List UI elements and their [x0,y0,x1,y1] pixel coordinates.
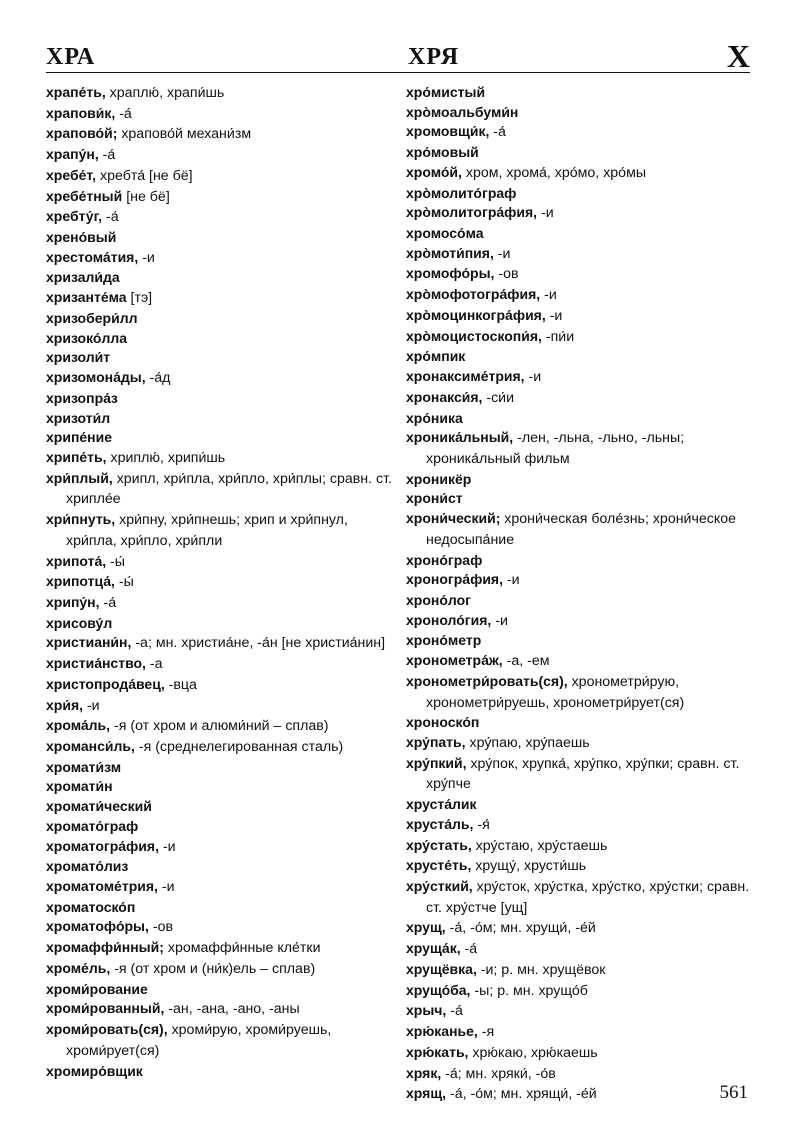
header-first-word: ХРА [46,44,96,70]
entry-forms: -я (от хром и (ни́к)ель – сплав) [110,960,316,977]
entry-headword: хроно́лог [406,591,471,608]
entry-forms: -а́ [446,1003,463,1020]
entry-headword: хризоти́л [46,409,111,426]
entry-forms: -и [138,249,155,266]
entry-forms: -и [502,572,520,589]
dictionary-entry [46,1062,394,1082]
entry-forms: -ы́ [114,574,134,591]
dictionary-entry [406,1064,752,1085]
dictionary-entry [46,716,394,737]
entry-headword: хроманси́ль, [46,738,135,754]
dictionary-entry [406,1022,752,1043]
dictionary-entry [46,1020,394,1061]
entry-forms: -и [493,245,511,262]
entry-headword: хроми́ровать(ся), [46,1021,168,1038]
dictionary-entry [46,696,394,717]
dictionary-entry [46,348,394,368]
dictionary-entry [406,981,752,1002]
dictionary-entry [46,389,394,409]
dictionary-entry [46,817,394,837]
entry-forms: -я́ [473,816,490,833]
entry-headword: хребе́т, [46,166,97,183]
entry-headword: хри́пнуть, [46,511,116,528]
dictionary-entry [406,428,752,469]
entry-headword: хромосо́ма [406,225,484,242]
entry-headword: хри́плый, [46,469,113,486]
entry-headword: хрыч, [406,1002,447,1019]
entry-headword: хроника́льный, [406,429,514,446]
entry-headword: хро̀моцистоскопи́я, [406,327,542,344]
left-column [46,83,394,1081]
dictionary-entry [46,268,394,288]
entry-headword: храпови́к, [46,104,116,121]
entry-forms: -ов [148,919,174,936]
entry-headword: хру́пать, [406,734,466,750]
entry-headword: хроматоско́п [46,898,136,915]
entry-forms: -а́ [115,105,132,122]
header-last-word: ХРЯ [408,44,460,70]
entry-headword: хронаксиме́трия, [406,368,525,385]
entry-headword: хронакси́я, [406,388,483,405]
entry-headword: христиа́нство, [46,655,146,672]
entry-headword: хрони́ческий; [406,510,501,527]
running-header [46,40,750,72]
dictionary-entry [406,306,752,327]
dictionary-entry [46,877,394,898]
entry-headword: хро̀молитогра́фия, [406,204,538,221]
entry-forms: хрони́ческая боле́знь; хрони́ческое недосыпа́ние [426,511,736,548]
entry-headword: хроноло́гия, [406,611,492,628]
dictionary-entry [46,83,394,104]
entry-headword: хрони́ст [406,490,463,507]
entry-forms: -а; мн. христиа́не, -а́н [не христиа́нин] [131,635,386,652]
dictionary-entry [406,631,752,651]
entry-headword: хрю́канье, [406,1023,478,1040]
entry-forms: -и [83,697,100,714]
dictionary-entry [406,713,752,733]
entry-headword: хро̀моцинкогра́фия, [406,306,546,323]
dictionary-entry [46,737,394,758]
dictionary-entry [46,593,394,614]
dictionary-entry [46,309,394,329]
entry-forms: -а́д [145,370,171,387]
dictionary-entry [46,777,394,797]
dictionary-entry [406,611,752,632]
dictionary-entry [46,837,394,858]
dictionary-entry [406,754,752,795]
entry-headword: хрущ, [406,919,446,936]
entry-headword: хромо́й, [406,163,462,180]
entry-headword: хребту́г, [46,208,103,225]
dictionary-entry [406,960,752,981]
entry-headword: хро́мовый [406,144,479,161]
dictionary-entry [46,510,394,551]
dictionary-entry [46,857,394,877]
dictionary-entry [406,244,752,265]
dictionary-entry [46,572,394,593]
dictionary-entry [406,470,752,490]
entry-headword: хребе́тный [46,187,123,204]
entry-headword: хроме́ль, [46,959,111,976]
dictionary-entry [406,815,752,836]
dictionary-entry [406,651,752,672]
dictionary-entry [406,327,752,348]
entry-forms: хроми́рую, хроми́руешь, хроми́рует(ся) [66,1022,332,1059]
dictionary-entry [46,758,394,778]
entry-headword: хру́сткий, [406,878,473,895]
entry-headword: хро̀молито́граф [406,184,517,201]
entry-headword: храпово́й; [46,125,118,142]
dictionary-entry [406,489,752,509]
dictionary-entry [406,103,752,123]
entry-headword: хроматогра́фия, [46,837,159,854]
dictionary-entry [406,264,752,285]
dictionary-entry [406,203,752,224]
entry-forms: -и [537,205,554,222]
entry-headword: хрущёвка, [406,960,477,977]
entry-forms: хру́паю, хру́паешь [465,735,590,751]
dictionary-entry [46,999,394,1020]
entry-headword: хроми́рование [46,980,148,997]
dictionary-entry [46,288,394,309]
entry-headword: хризопра́з [46,389,118,406]
entry-headword: хрипота́, [46,552,107,569]
dictionary-entry [46,614,394,634]
entry-forms: -а́; мн. хряки́, -о́в [441,1065,556,1082]
dictionary-entry [406,551,752,571]
entry-headword: хрестома́тия, [46,248,139,265]
entry-headword: хризобери́лл [46,309,138,326]
dictionary-entry [46,552,394,573]
dictionary-entry [46,104,394,125]
entry-headword: хроно́граф [406,551,483,568]
dictionary-entry [406,1043,752,1064]
entry-headword: храпе́ть, [46,84,106,100]
dictionary-entry [46,469,394,510]
dictionary-entry [46,428,394,448]
dictionary-entry [406,939,752,960]
entry-headword: хроноско́п [406,714,480,731]
dictionary-entry [46,166,394,187]
entry-forms: -и [157,879,175,896]
entry-forms: -ов [494,266,519,283]
dictionary-entry [46,898,394,918]
entry-headword: хромато́лиз [46,858,129,875]
entry-forms: хребта́ [не бё] [96,167,193,184]
dictionary-entry [46,633,394,654]
entry-headword: хро́ника [406,409,463,426]
entry-forms: храплю́, храпи́шь [105,85,225,101]
entry-headword: хромиро́вщик [46,1062,143,1079]
dictionary-entry [46,980,394,1000]
entry-forms: хру́сток, хру́стка, хру́стко, хру́стки; сравн. ст. хру́стче [ущ] [426,879,750,916]
entry-headword: хризоли́т [46,349,111,366]
dictionary-entry [46,145,394,166]
dictionary-entry [46,368,394,389]
dictionary-entry [406,409,752,429]
dictionary-entry [46,675,394,696]
entry-headword: хроникёр [406,470,472,487]
dictionary-entry [406,122,752,143]
dictionary-entry [406,795,752,815]
dictionary-entry [46,938,394,959]
dictionary-entry [406,1084,752,1105]
entry-headword: хрипу́н, [46,593,100,610]
entry-headword: хромофо́ры, [406,265,495,282]
entry-forms: хрущу́, хрусти́шь [471,858,587,875]
dictionary-entry [46,207,394,228]
entry-headword: хро́мпик [406,348,466,365]
entry-headword: хроми́рованный, [46,1000,165,1017]
dictionary-entry [46,448,394,469]
entry-forms: -и [540,287,557,304]
entry-forms: -а, -ем [502,653,550,670]
entry-headword: хряк, [406,1064,442,1081]
entry-forms: [не бё] [122,188,170,205]
entry-forms: -ан, -ана, -ано, -аны [164,1001,300,1018]
dictionary-entry [46,187,394,208]
entry-forms: -ы; р. мн. хрущо́б [470,982,588,999]
entry-forms: -а́ [102,209,119,226]
entry-headword: хризомона́ды, [46,369,146,386]
dictionary-entry [46,409,394,429]
entry-forms: -я (от хром и алюми́ний – сплав) [110,718,329,735]
right-column [406,83,752,1105]
entry-headword: хронометра́ж, [406,652,503,669]
entry-forms: хриплю́, хрипи́шь [106,449,226,466]
dictionary-entry [406,163,752,184]
entry-headword: хромати́н [46,778,113,795]
entry-headword: хроногра́фия, [406,571,503,588]
entry-headword: хрома́ль, [46,717,111,734]
dictionary-entry [406,856,752,877]
dictionary-entry [46,959,394,980]
dictionary-entry [406,347,752,367]
entry-headword: хрущо́ба, [406,981,471,998]
entry-headword: хризоко́лла [46,329,128,346]
entry-forms: хру́пок, хрупка́, хру́пко, хру́пки; сравн. ст. хру́пче [426,755,740,793]
entry-headword: хрисову́л [46,614,113,631]
entry-headword: хризали́да [46,269,120,286]
entry-headword: хронометри́ровать(ся), [406,672,568,689]
entry-headword: хруща́к, [406,940,461,957]
entry-headword: хромаффи́нный; [46,939,164,956]
entry-forms: -а́ [460,941,478,958]
dictionary-entry [46,124,394,145]
entry-forms: -а́ [98,147,116,164]
dictionary-entry [406,83,752,103]
entry-headword: хрено́вый [46,229,117,246]
entry-forms: -си́и [482,389,515,406]
entry-forms: -пи́и [541,328,575,345]
dictionary-entry [406,877,752,918]
entry-forms: хрю́каю, хрю́каешь [468,1044,598,1061]
entry-headword: хроматоме́трия, [46,878,158,895]
dictionary-entry [406,224,752,244]
entry-forms: -ы́ [106,553,126,570]
entry-headword: хру́пкий, [406,754,467,771]
dictionary-entry [406,1001,752,1022]
entry-headword: хри́я, [46,696,84,713]
entry-headword: хризанте́ма [46,289,127,306]
header-rule [46,72,750,73]
dictionary-entry [406,733,752,754]
dictionary-entry [46,228,394,248]
entry-forms: -а́, -о́м; мн. хрящи́, -е́й [446,1086,597,1103]
entry-headword: хруста́ль, [406,815,474,832]
dictionary-entry [406,367,752,388]
dictionary-entry [46,797,394,817]
entry-headword: хро̀моти́пия, [406,244,494,261]
entry-headword: хро̀мофотогра́фия, [406,286,541,303]
dictionary-entry [406,285,752,306]
entry-forms: -и [158,838,176,855]
page-number: 561 [719,1082,748,1103]
dictionary-entry [406,918,752,939]
entry-headword: хроматофо́ры, [46,918,149,935]
entry-headword: христиани́н, [46,634,132,651]
dictionary-entry [406,184,752,204]
entry-headword: христопрода́вец, [46,675,165,692]
entry-forms: -и; р. мн. хрущёвок [476,961,606,978]
entry-forms: -а́ [489,124,506,141]
dictionary-entry [406,672,752,713]
entry-forms: -лен, -льна, -льно, -льны; хроника́льный фильм [426,430,685,467]
entry-headword: хромовщи́к, [406,123,490,140]
entry-forms: хру́стаю, хру́стаешь [471,837,608,854]
entry-forms: -а [145,656,163,673]
dictionary-entry [406,836,752,857]
dictionary-entry [46,917,394,938]
entry-headword: хру́стать, [406,836,472,853]
entry-headword: хромато́граф [46,817,139,834]
entry-headword: хромати́ческий [46,798,152,815]
entry-headword: хрю́кать, [406,1043,469,1060]
entry-headword: хрящ, [406,1085,447,1102]
entry-headword: хрипе́ние [46,429,113,446]
entry-headword: хруста́лик [406,796,477,813]
dictionary-entry [406,143,752,163]
entry-headword: хрусте́ть, [406,857,472,874]
entry-forms: -и [524,369,542,386]
entry-headword: хро́мистый [406,84,486,100]
entry-forms: хромаффи́нные кле́тки [163,940,321,957]
entry-forms: хронометри́рую, хронометри́руешь, хронометри́рует(ся) [426,673,685,711]
entry-headword: храпу́н, [46,146,99,163]
entry-headword: хромати́зм [46,758,122,775]
entry-forms: [тэ] [126,290,153,307]
entry-forms: хром, хрома́, хро́мо, хро́мы [461,164,647,181]
entry-forms: -и [491,612,508,629]
entry-forms: -я (среднелегированная сталь) [134,739,344,755]
entry-forms: -я [477,1024,495,1041]
entry-headword: хроно́метр [406,632,482,649]
dictionary-entry [46,654,394,675]
entry-forms: хрипл, хри́пла, хри́пло, хри́плы; сравн. ст. хрипле́е [66,470,392,508]
entry-forms: -вца [164,676,197,693]
entry-forms: -а́ [99,594,117,611]
entry-headword: хрипотца́, [46,573,115,590]
entry-forms: храпово́й механи́зм [117,126,252,143]
entry-headword: хрипе́ть, [46,448,107,465]
dictionary-entry [406,388,752,409]
dictionary-entry [46,248,394,269]
entry-forms: -а́, -о́м; мн. хрущи́, -е́й [445,920,596,937]
entry-forms: хри́пну, хри́пнешь; хрип и хри́пнул, хри́пла, хри́пло, хри́пли [66,512,348,549]
dictionary-entry [406,570,752,591]
entry-headword: хро̀моальбуми́н [406,103,519,120]
dictionary-entry [46,329,394,349]
entry-forms: -и [545,307,563,324]
dictionary-entry [406,509,752,550]
dictionary-entry [406,591,752,611]
header-letter: Х [726,38,750,74]
